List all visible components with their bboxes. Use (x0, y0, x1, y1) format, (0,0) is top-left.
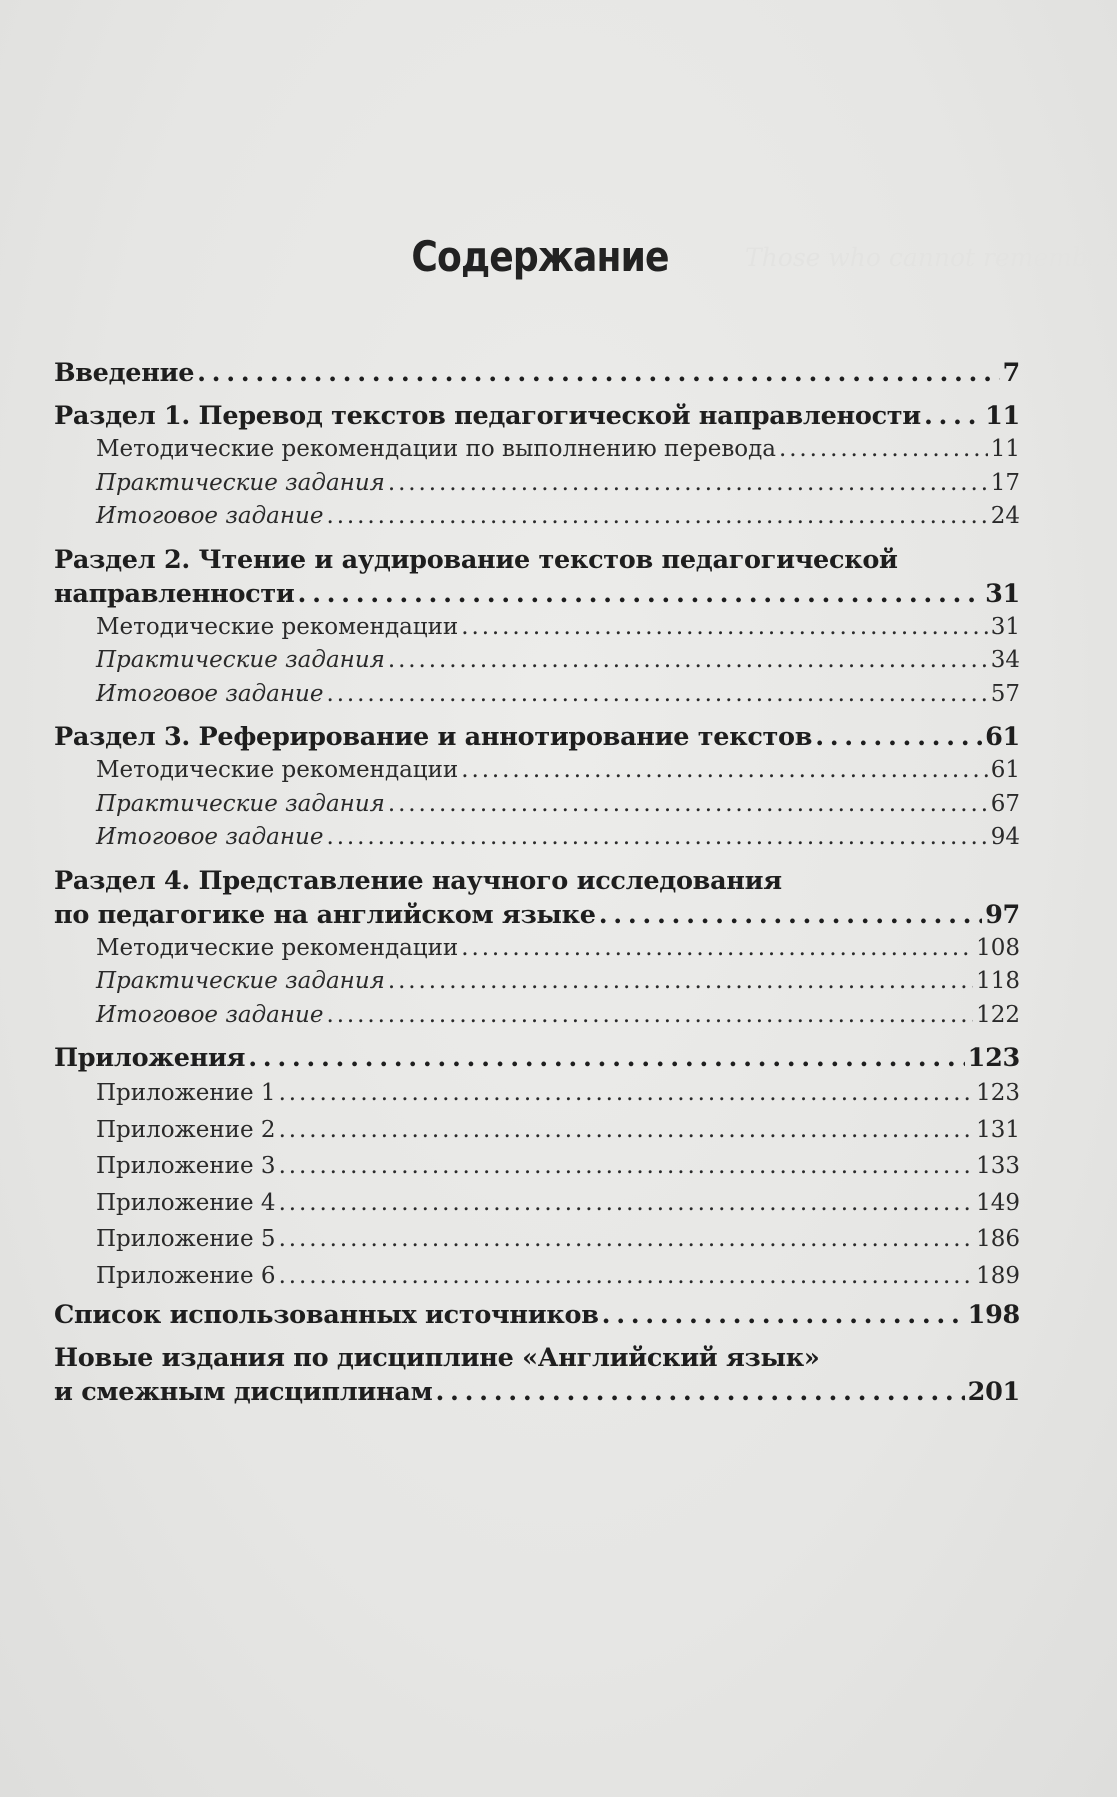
toc-label: Раздел 1. Перевод текстов педагогической направлености (54, 401, 921, 431)
dot-leader (461, 932, 973, 966)
toc-entry-section-4 (54, 864, 1020, 932)
toc-subentry (54, 1185, 1020, 1222)
toc-label: Введение (54, 358, 195, 388)
toc-label: Методические рекомендации (96, 613, 459, 640)
toc-page-number: 189 (976, 1262, 1020, 1289)
dot-leader (326, 678, 987, 712)
toc-label: Практические задания (96, 790, 385, 817)
toc-entry-intro (54, 356, 1020, 390)
toc-page-number: 67 (990, 790, 1020, 817)
toc-page-number: 11 (985, 401, 1020, 431)
toc-entry-new-editions (54, 1341, 1020, 1409)
dot-leader (279, 1185, 974, 1222)
dot-leader (326, 999, 973, 1033)
dot-leader (279, 1258, 974, 1295)
dot-leader (388, 467, 988, 501)
toc-label: Методические рекомендации (96, 934, 459, 961)
toc-subentry (54, 965, 1020, 999)
toc-page-number: 97 (985, 899, 1020, 930)
toc-label: Практические задания (96, 968, 385, 994)
toc-label: Итоговое задание (96, 680, 324, 707)
dot-leader (279, 1221, 974, 1258)
toc-page-number: 123 (967, 1043, 1020, 1073)
show-through-text: Those who cannot remember (745, 243, 1115, 272)
dot-leader (279, 1112, 974, 1149)
dot-leader (435, 1375, 964, 1409)
toc-label: Приложение 2 (96, 1116, 276, 1143)
toc-page-number: 17 (990, 469, 1020, 496)
dot-leader (461, 754, 987, 788)
toc-label: Приложение 4 (96, 1189, 276, 1216)
dot-leader (388, 644, 988, 678)
toc-subentry (54, 678, 1020, 712)
toc-label: Практические задания (96, 647, 385, 673)
toc-label: Итоговое задание (96, 503, 324, 529)
toc-entry-section-1 (54, 399, 1020, 433)
toc-page-number: 11 (990, 436, 1020, 462)
toc-subentry (54, 1112, 1020, 1149)
toc-label: Приложение 5 (96, 1226, 276, 1252)
toc-page-number: 61 (985, 722, 1020, 752)
toc-subentry (54, 1258, 1020, 1295)
toc-label: Раздел 3. Реферирование и аннотирование текстов (54, 722, 813, 752)
toc-subentry (54, 500, 1020, 534)
toc-label: Практические задания (96, 469, 385, 496)
toc-label: Методические рекомендации по выполнению перевода (96, 436, 776, 462)
dot-leader (279, 1075, 974, 1112)
toc-subentry (54, 467, 1020, 501)
toc-page-number: 31 (990, 613, 1020, 640)
toc-label-line-1: Раздел 4. Представление научного исследования (54, 865, 782, 896)
dot-leader (279, 1148, 974, 1185)
toc-label: Итоговое задание (96, 824, 324, 850)
toc-page-number: 186 (976, 1226, 1020, 1252)
toc-label: Приложения (54, 1043, 246, 1073)
toc-page-number: 133 (976, 1153, 1020, 1179)
toc-label: Приложение 3 (96, 1153, 276, 1179)
toc-label-line-1: Раздел 2. Чтение и аудирование текстов педагогической (54, 544, 898, 575)
toc-subentry (54, 1221, 1020, 1258)
dot-leader (388, 788, 988, 822)
toc-page-number: 108 (976, 934, 1020, 961)
toc-subentry (54, 788, 1020, 822)
toc-page-number: 34 (990, 647, 1020, 673)
dot-leader (388, 965, 973, 999)
toc-page-number: 31 (985, 578, 1020, 609)
toc-page-number: 201 (967, 1377, 1020, 1407)
dot-leader (197, 356, 999, 390)
page-title: Содержание (411, 232, 669, 281)
dot-leader (326, 821, 987, 855)
toc-label-line-2: по педагогике на английском языке (54, 899, 596, 930)
toc-label: Список использованных источников (54, 1300, 599, 1330)
toc-page-number: 61 (990, 757, 1020, 783)
toc-page-number: 7 (1002, 358, 1020, 388)
toc-subentry (54, 821, 1020, 855)
toc-subentry (54, 611, 1020, 645)
dot-leader (461, 611, 987, 645)
toc-subentry (54, 1148, 1020, 1185)
toc-label: Итоговое задание (96, 1001, 324, 1028)
toc-entry-section-3 (54, 720, 1020, 754)
toc-subentry (54, 754, 1020, 788)
toc-subentry (54, 1075, 1020, 1112)
toc-page-number: 198 (967, 1300, 1020, 1330)
toc-page-number: 131 (976, 1116, 1020, 1143)
toc-label: Методические рекомендации (96, 757, 459, 783)
toc-label: Приложение 6 (96, 1262, 276, 1289)
toc-label-line-1: Новые издания по дисциплине «Английский язык» (54, 1343, 820, 1373)
toc-entry-section-2 (54, 543, 1020, 611)
toc-subentry (54, 932, 1020, 966)
toc-entry-appendices (54, 1041, 1020, 1075)
dot-leader (779, 433, 988, 467)
toc-entry-sources (54, 1298, 1020, 1332)
table-of-contents (54, 356, 1020, 1409)
dot-leader (599, 898, 982, 932)
toc-page-number: 57 (990, 680, 1020, 707)
toc-label: Приложение 1 (96, 1080, 276, 1106)
toc-label-line-2: направленности (54, 578, 295, 609)
dot-leader (924, 399, 982, 433)
toc-page-number: 94 (990, 824, 1020, 850)
toc-page-number: 149 (976, 1189, 1020, 1216)
dot-leader (326, 500, 987, 534)
dot-leader (298, 577, 983, 611)
toc-label-line-2: и смежным дисциплинам (54, 1377, 433, 1407)
dot-leader (815, 720, 982, 754)
toc-subentry (54, 433, 1020, 467)
toc-subentry (54, 999, 1020, 1033)
toc-subentry (54, 644, 1020, 678)
toc-page-number: 24 (990, 503, 1020, 529)
dot-leader (248, 1041, 964, 1075)
toc-page-number: 123 (976, 1080, 1020, 1106)
toc-page-number: 122 (976, 1001, 1020, 1028)
dot-leader (602, 1298, 965, 1332)
toc-page-number: 118 (976, 968, 1020, 994)
